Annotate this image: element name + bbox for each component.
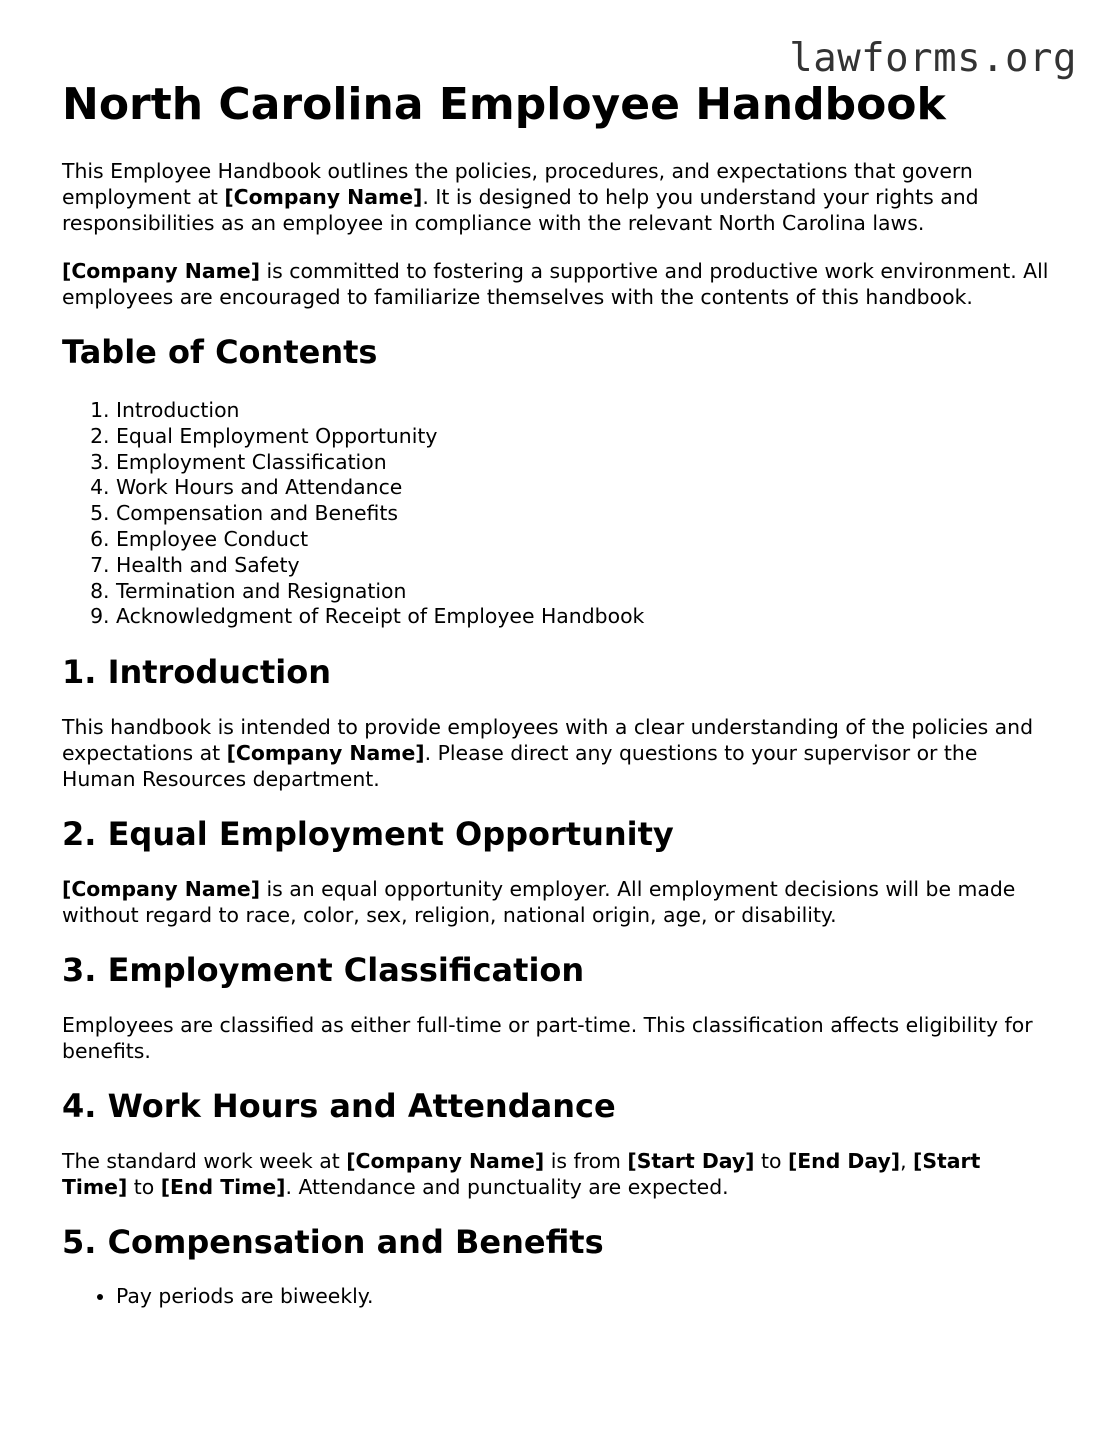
document-body <box>62 78 1052 1332</box>
intro-paragraph-2: [Company Name] is committed to fostering a supportive and productive work environment. All employees are encouraged to familiarize themselves with the contents of this handbook. <box>62 259 1049 309</box>
section-heading: 3. Employment Classification <box>62 951 585 990</box>
toc-item: 2. Equal Employment Opportunity <box>116 424 1052 450</box>
company-placeholder: [Company Name] <box>224 185 423 209</box>
section-equal-employment <box>62 814 1052 928</box>
company-placeholder: [Company Name] <box>62 259 261 283</box>
page-title: North Carolina Employee Handbook <box>62 79 946 130</box>
toc-list <box>62 398 1052 630</box>
start-day-placeholder: [Start Day] <box>627 1149 755 1174</box>
table-of-contents <box>62 332 1052 630</box>
start-time-placeholder: [Start Time] <box>62 1149 981 1200</box>
compensation-list <box>62 1284 1052 1310</box>
intro-paragraph-1: This Employee Handbook outlines the policies, procedures, and expectations that govern employment at [Company Name]. It is designed to help you understand your rights and responsibilities as an employee in compliance with the relevant North Carolina laws. <box>62 159 979 235</box>
watermark-logo: lawforms.org <box>789 36 1077 81</box>
toc-item: 8. Termination and Resignation <box>116 579 1052 605</box>
section-compensation <box>62 1222 1052 1310</box>
section-work-hours <box>62 1086 1052 1200</box>
toc-item: 9. Acknowledgment of Receipt of Employee Handbook <box>116 604 1052 630</box>
company-placeholder: [Company Name] <box>226 741 425 766</box>
toc-item: 3. Employment Classification <box>116 450 1052 476</box>
company-placeholder: [Company Name] <box>62 877 261 902</box>
section-paragraph: Employees are classified as either full-time or part-time. This classification affects eligibility for benefits. <box>62 1013 1033 1064</box>
section-employment-classification <box>62 950 1052 1064</box>
end-day-placeholder: [End Day] <box>787 1149 901 1174</box>
end-time-placeholder: [End Time] <box>160 1175 286 1200</box>
toc-heading: Table of Contents <box>62 333 378 371</box>
toc-item: 6. Employee Conduct <box>116 527 1052 553</box>
section-heading: 4. Work Hours and Attendance <box>62 1087 616 1126</box>
toc-item: 7. Health and Safety <box>116 553 1052 579</box>
company-placeholder: [Company Name] <box>346 1149 545 1174</box>
section-paragraph: This handbook is intended to provide employees with a clear understanding of the policies and expectations at [Company Name]. Please direct any questions to your supervisor or the Human Resources department. <box>62 715 1034 792</box>
toc-item: 4. Work Hours and Attendance <box>116 475 1052 501</box>
section-heading: 1. Introduction <box>62 653 331 692</box>
section-heading: 5. Compensation and Benefits <box>62 1223 604 1262</box>
section-paragraph: [Company Name] is an equal opportunity employer. All employment decisions will be made without regard to race, color, sex, religion, national origin, age, or disability. <box>62 877 1016 928</box>
section-introduction <box>62 652 1052 792</box>
toc-item: 1. Introduction <box>116 398 1052 424</box>
section-heading: 2. Equal Employment Opportunity <box>62 815 674 854</box>
toc-item: 5. Compensation and Benefits <box>116 501 1052 527</box>
section-paragraph: The standard work week at [Company Name] is from [Start Day] to [End Day], [Start Time] to [End Time]. Attendance and punctuality are expected. <box>62 1149 981 1200</box>
list-item: • Pay periods are biweekly. <box>116 1284 1052 1310</box>
